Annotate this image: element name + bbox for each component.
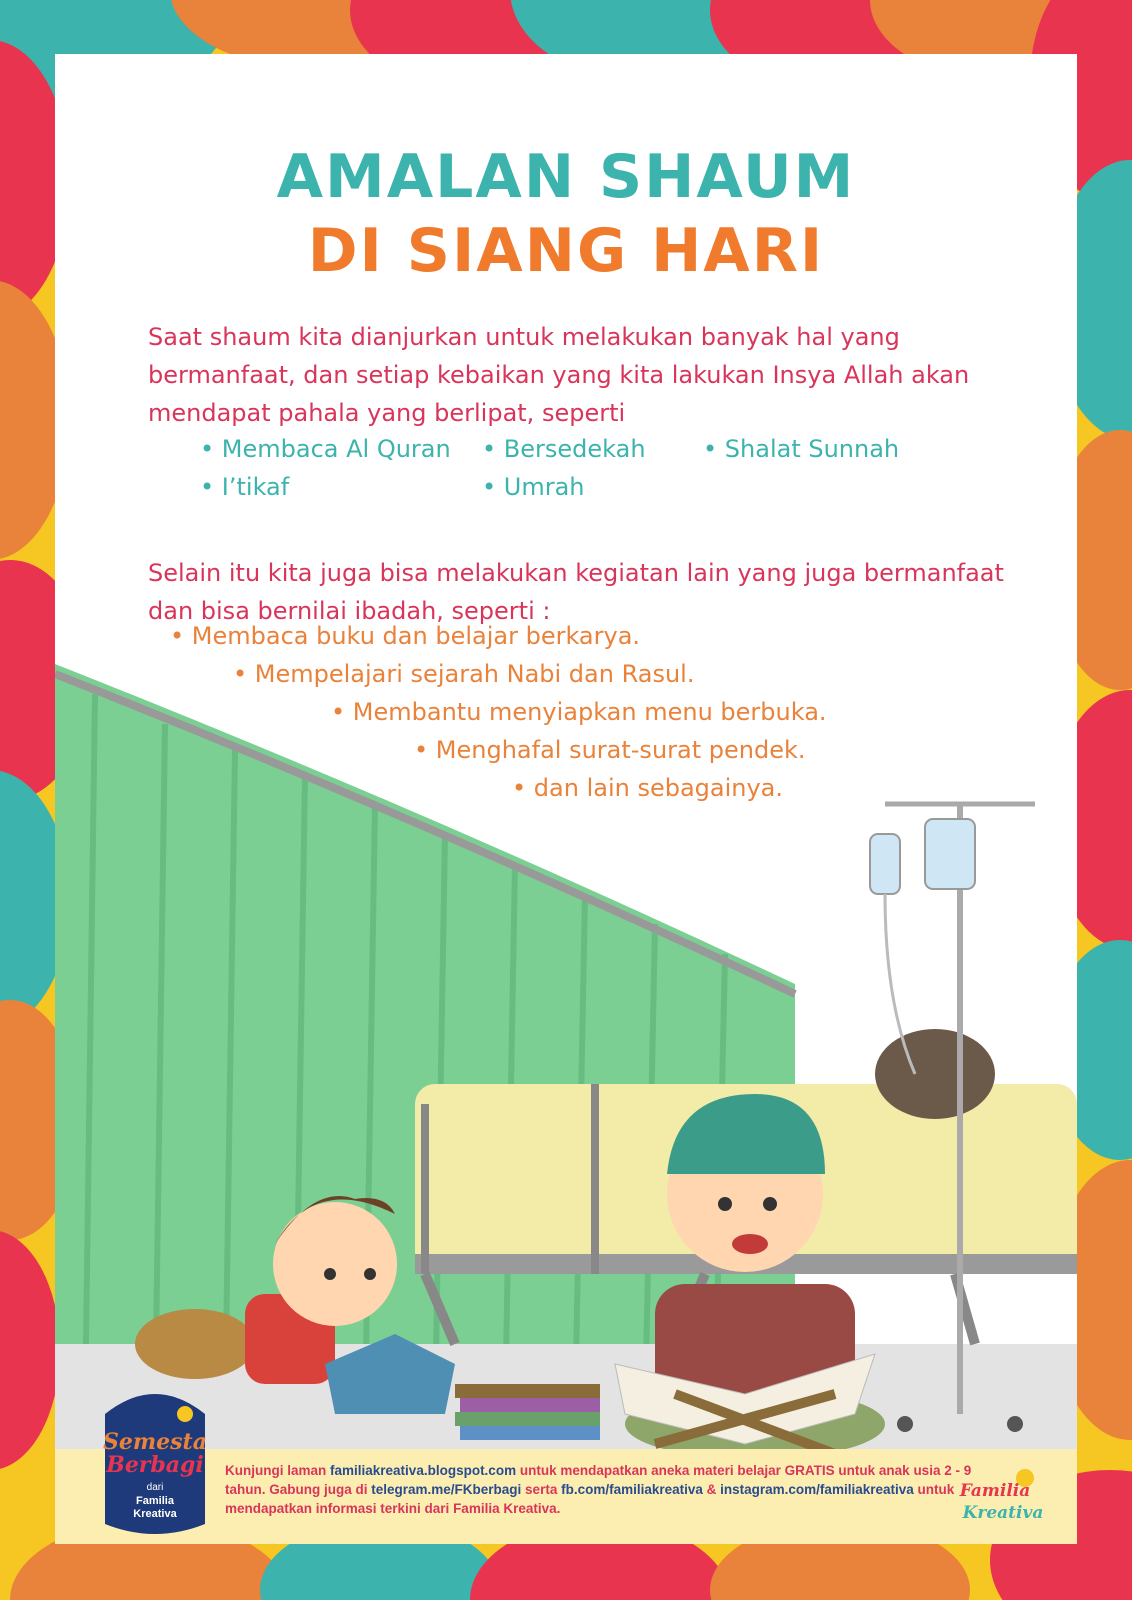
title-line-1: AMALAN SHAUM [276,142,856,212]
svg-text:Kreativa: Kreativa [962,1503,1044,1523]
familia-kreativa-logo [955,1464,1045,1534]
worship-item: • Membaca Al Quran [200,435,451,463]
svg-text:dari: dari [146,1482,164,1493]
footer-text-part: Kunjungi laman [225,1463,331,1478]
intro-paragraph: Saat shaum kita dianjurkan untuk melakukan banyak hal yang bermanfaat, dan setiap kebaikan yang kita lakukan Insya Allah akan mendapat pahala yang berlipat, seperti [148,323,970,427]
worship-item: • I’tikaf [200,473,290,501]
svg-text:Familia: Familia [136,1495,174,1507]
title-line-2: DI SIANG HARI [307,216,825,286]
footer-text-part: serta [521,1482,562,1497]
activity-item: • Membaca buku dan belajar berkarya. [170,622,641,650]
footer-text-part: untuk mendapatkan informasi terkini dari Familia Kreativa. [225,1482,955,1516]
svg-text:Familia: Familia [959,1481,1031,1501]
worship-item: • Umrah [482,473,585,501]
telegram-link[interactable]: telegram.me/FKberbagi [371,1482,522,1497]
svg-text:Berbagi: Berbagi [106,1452,204,1478]
svg-text:Kreativa: Kreativa [133,1508,177,1520]
worship-item: • Shalat Sunnah [703,435,900,463]
instagram-link[interactable]: instagram.com/familiakreativa [720,1482,914,1497]
footer-text [225,1461,985,1518]
activity-item: • dan lain sebagainya. [512,774,784,802]
footer-text-part: & [702,1482,721,1497]
footer-text-part: untuk mendapatkan aneka materi belajar GRATIS untuk anak usia 2 - 9 tahun. Gabung juga di [225,1463,972,1497]
activity-item: • Membantu menyiapkan menu berbuka. [331,698,827,726]
facebook-link[interactable]: fb.com/familiakreativa [561,1482,703,1497]
activity-item: • Mempelajari sejarah Nabi dan Rasul. [233,660,695,688]
svg-text:Semesta: Semesta [103,1429,207,1455]
activity-item: • Menghafal surat-surat pendek. [414,736,806,764]
worship-item: • Bersedekah [482,435,646,463]
blog-link[interactable]: familiakreativa.blogspot.com [330,1463,517,1478]
other-activities-paragraph: Selain itu kita juga bisa melakukan kegiatan lain yang juga bermanfaat dan bisa bernilai ibadah, seperti : [148,559,1004,625]
content-panel [55,54,1077,1544]
semesta-berbagi-logo [85,1374,225,1544]
